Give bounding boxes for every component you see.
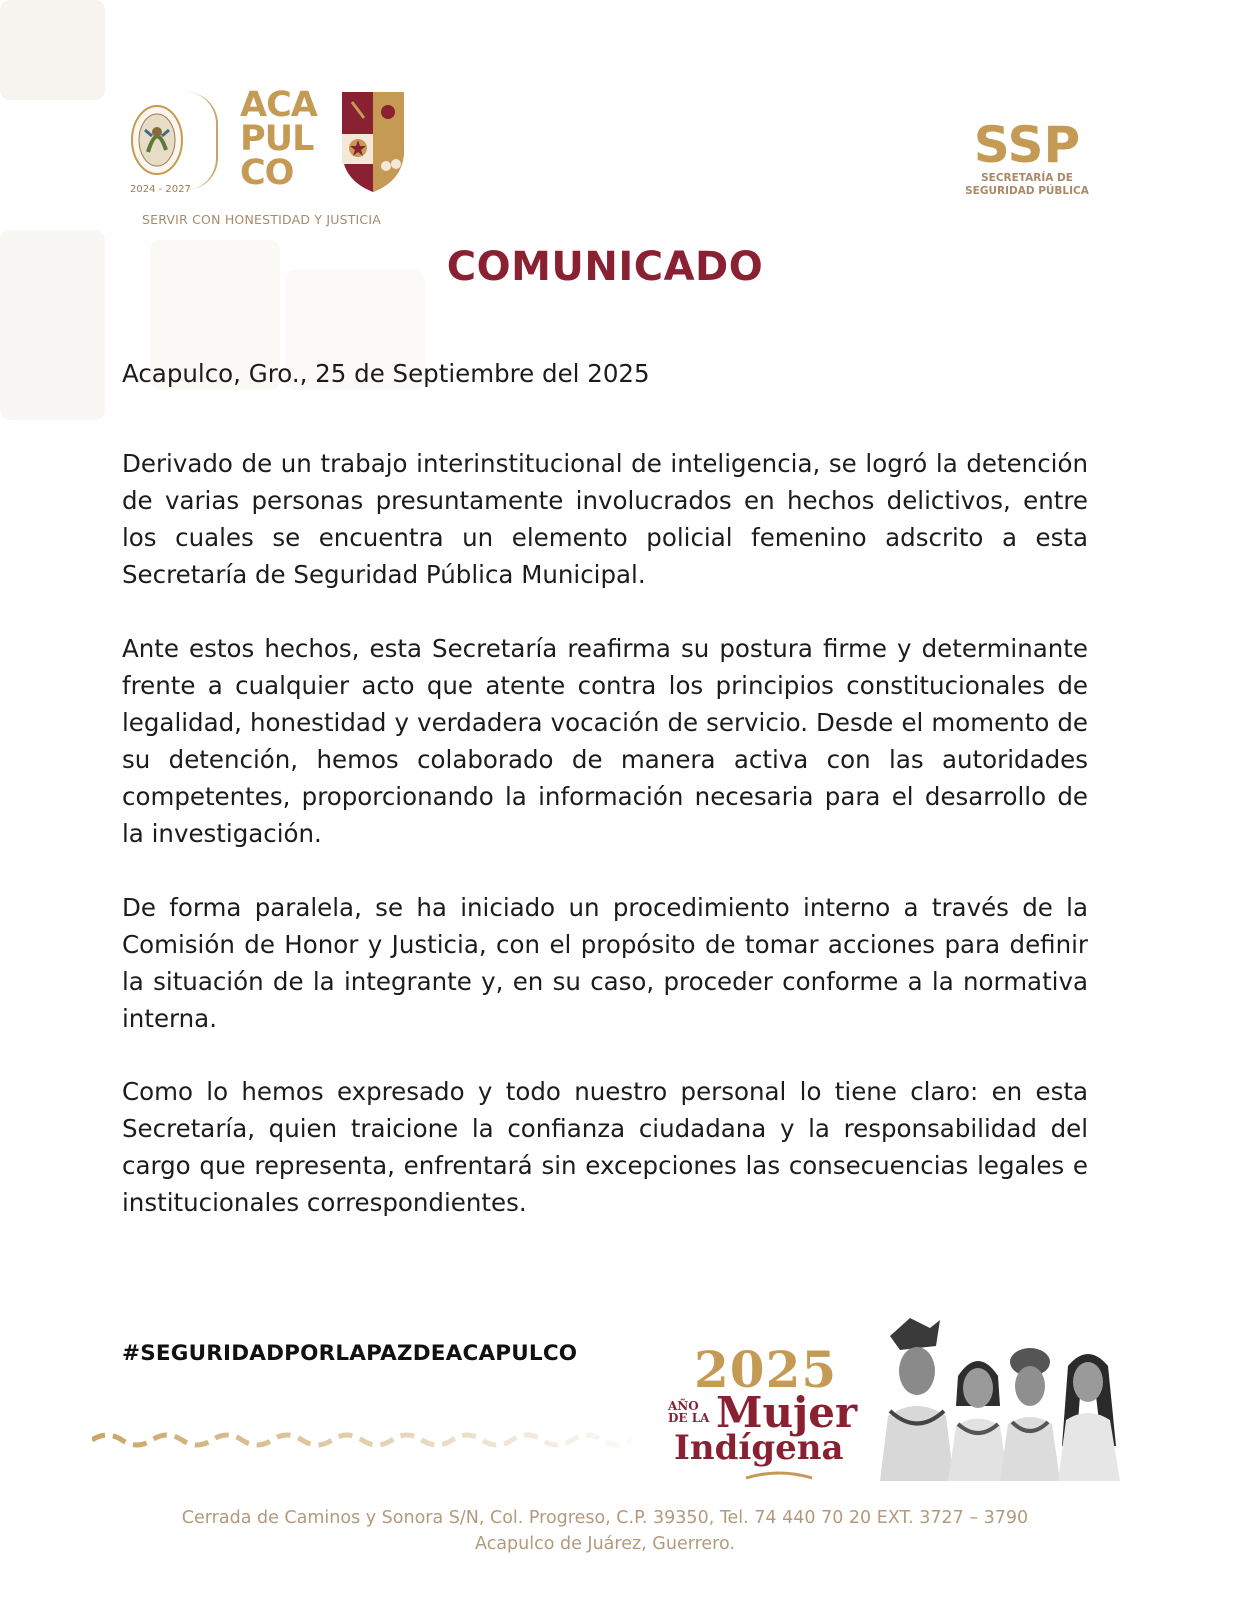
banner-ano-de-la bbox=[668, 1400, 709, 1424]
document-title: COMUNICADO bbox=[446, 244, 764, 290]
paragraph: De forma paralela, se ha iniciado un procedimiento interno a través de la Comisión de Honor y Justicia, con el propósito de tomar acciones para definir la situación de la integrante y, en su caso, proceder conforme a la normativa interna. bbox=[122, 893, 1088, 1033]
banner-indigena: Indígena bbox=[674, 1428, 844, 1468]
address-line: Acapulco de Juárez, Guerrero. bbox=[475, 1534, 735, 1554]
city-coat-of-arms-icon bbox=[338, 88, 408, 194]
logo-line: PUL bbox=[240, 119, 314, 159]
ssp-abbr: SSP bbox=[973, 116, 1081, 174]
seal-years: 2024 - 2027 bbox=[130, 184, 191, 195]
logo-line: CO bbox=[240, 153, 294, 193]
logo-line: ACA bbox=[240, 85, 317, 125]
paragraph: Derivado de un trabajo interinstitucional de inteligencia, se logró la detención de varias personas presuntamente involucrados en hechos delictivos, entre los cuales se encuentra un elemento policial femenino adscrito a esta Secretaría de Seguridad Pública Municipal. bbox=[122, 449, 1088, 589]
swoosh-icon bbox=[744, 1470, 814, 1482]
year-banner bbox=[664, 1340, 864, 1490]
municipal-seal-icon bbox=[130, 102, 184, 178]
paragraph: Como lo hemos expresado y todo nuestro personal lo tiene claro: en esta Secretaría, quien traicione la confianza ciudadana y la responsabilidad del cargo que representa, enfrentará sin excepciones las consecuencias legales e institucionales correspondientes. bbox=[122, 1077, 1088, 1217]
paragraph: Ante estos hechos, esta Secretaría reafirma su postura firme y determinante frente a cualquier acto que atente contra los principios constitucionales de legalidad, honestidad y verdadera vocación de servicio. Desde el momento de su detención, hemos colaborado de manera activa con las autoridades competentes, proporcionando la información necesaria para el desarrollo de la investigación. bbox=[122, 634, 1088, 848]
acapulco-logo bbox=[240, 85, 326, 193]
hashtag: #SEGURIDADPORLAPAZDEACAPULCO bbox=[122, 1341, 578, 1366]
motto: SERVIR CON HONESTIDAD Y JUSTICIA bbox=[142, 212, 381, 227]
banner-de-la: DE LA bbox=[668, 1411, 710, 1425]
banner-mujer: Mujer bbox=[716, 1388, 858, 1437]
watermark-shape bbox=[0, 0, 105, 100]
address-line: Cerrada de Caminos y Sonora S/N, Col. Progreso, C.P. 39350, Tel. 74 440 70 20 EXT. 3727 – 3790 bbox=[181, 1508, 1029, 1528]
banner-year: 2025 bbox=[694, 1340, 838, 1399]
ssp-full-line: SEGURIDAD PÚBLICA bbox=[965, 185, 1089, 197]
ssp-full-line: SECRETARÍA DE bbox=[981, 172, 1073, 184]
ssp-logo bbox=[962, 118, 1092, 198]
decorative-wave-icon bbox=[92, 1428, 652, 1452]
date-line: Acapulco, Gro., 25 de Septiembre del 2025 bbox=[122, 359, 650, 388]
divider-arc bbox=[186, 92, 218, 190]
indigenous-women-illustration bbox=[870, 1316, 1135, 1481]
footer-address bbox=[0, 1505, 1210, 1557]
banner-ano: AÑO bbox=[668, 1399, 699, 1413]
